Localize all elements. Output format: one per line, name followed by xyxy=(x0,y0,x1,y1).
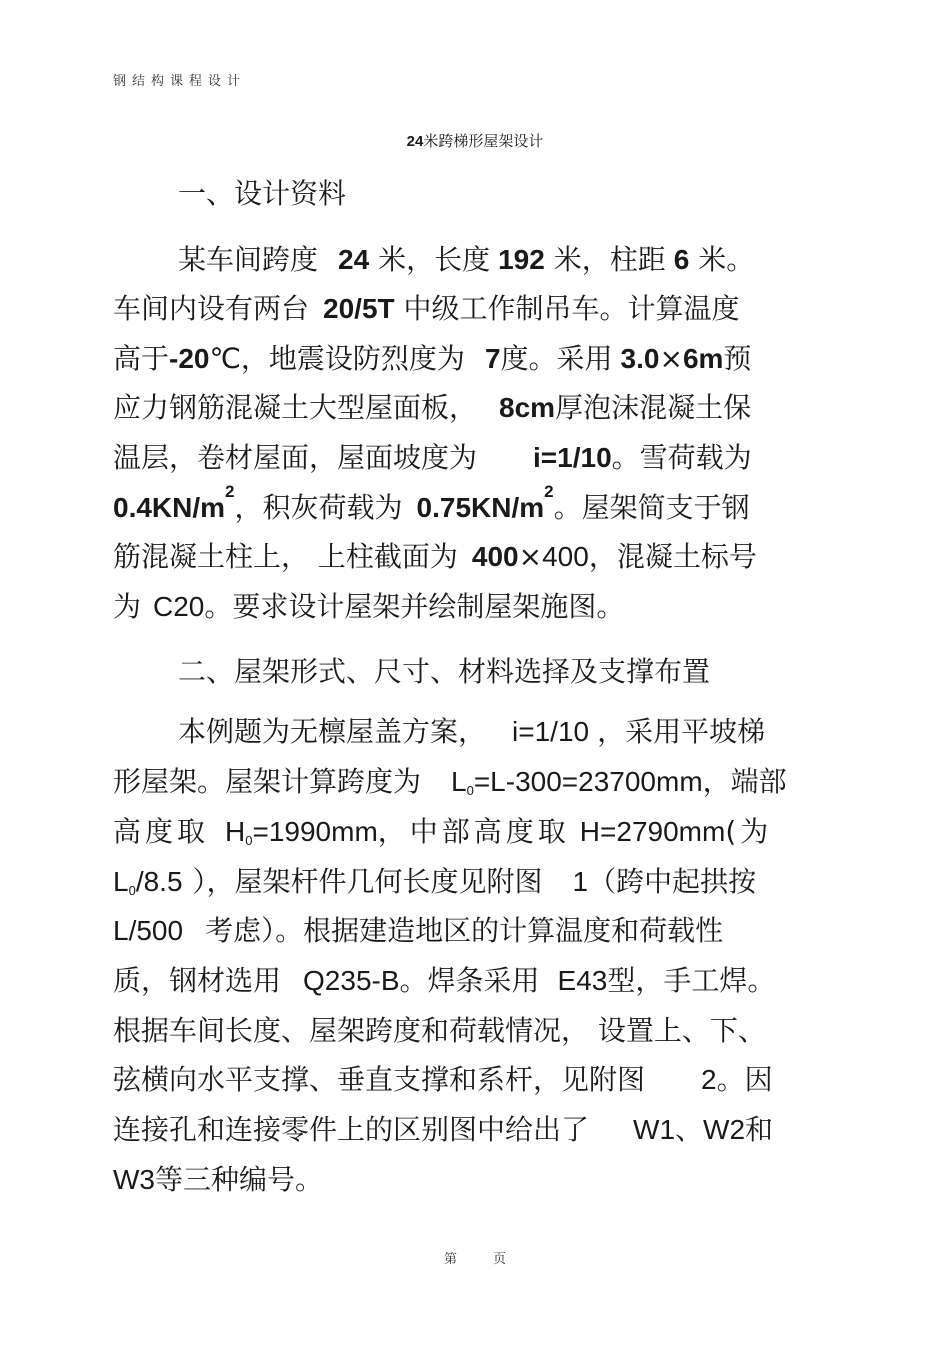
paragraph-2-line-6: 质，钢材选用 Q235-B。焊条采用 E43型，手工焊。 xyxy=(113,964,776,997)
document-title xyxy=(0,130,950,151)
paragraph-2-line-9: 连接孔和连接零件上的区别图中给出了 W1、W2和 xyxy=(113,1113,774,1146)
paragraph-2-line-4: L0/8.5 ），屋架杆件几何长度见附图 1（跨中起拱按 xyxy=(113,865,757,898)
footer-page-suffix: 页 xyxy=(493,1252,507,1267)
section-1-heading: 一、设计资料 xyxy=(178,177,347,210)
paragraph-1-line-7: 筋混凝土柱上， 上柱截面为 400×400，混凝土标号 xyxy=(113,540,757,573)
section-2-heading: 二、屋架形式、尺寸、材料选择及支撑布置 xyxy=(178,655,711,688)
paragraph-2-line-7: 根据车间长度、屋架跨度和荷载情况， 设置上、下、 xyxy=(113,1014,766,1047)
paragraph-1-line-5: 温层，卷材屋面，屋面坡度为 i=1/10。雪荷载为 xyxy=(113,441,752,474)
title-text: 米跨梯形屋架设计 xyxy=(423,132,544,150)
paragraph-1-line-4: 应力钢筋混凝土大型屋面板， 8cm厚泡沫混凝土保 xyxy=(113,391,752,424)
paragraph-2-line-1: 本例题为无檩屋盖方案， i=1/10 ，采用平坡梯 xyxy=(178,715,766,748)
title-number: 24 xyxy=(406,133,424,150)
paragraph-2-line-10: W3等三种编号。 xyxy=(113,1163,324,1196)
paragraph-2-line-2: 形屋架。屋架计算跨度为 L0=L-300=23700mm，端部 xyxy=(113,765,787,798)
paragraph-1-line-2: 车间内设有两台 20/5T 中级工作制吊车。计算温度 xyxy=(113,292,740,325)
footer-page-prefix: 第 xyxy=(443,1252,457,1267)
paragraph-1-line-8: 为 C20。要求设计屋架并绘制屋架施图。 xyxy=(113,590,625,623)
paragraph-1-line-3: 高于-20℃，地震设防烈度为 7度。采用 3.0×6m预 xyxy=(113,342,752,375)
paragraph-2-line-3: 高度取 H0=1990mm，中部高度取 H=2790mm(为 xyxy=(113,815,773,848)
page-footer xyxy=(0,1248,950,1267)
paragraph-2-line-8: 弦横向水平支撑、垂直支撑和系杆，见附图 2。因 xyxy=(113,1063,773,1096)
paragraph-2-line-5: L/500 考虑）。根据建造地区的计算温度和荷载性 xyxy=(113,914,724,947)
running-header: 钢结构课程设计 xyxy=(113,74,247,89)
paragraph-1-line-1: 某车间跨度 24 米，长度 192 米，柱距 6 米。 xyxy=(178,243,755,276)
paragraph-1-line-6: $0.4KN/m^2$，积灰荷载为 $0.75KN/m^2$。屋架简支于钢 xyxy=(113,482,750,524)
